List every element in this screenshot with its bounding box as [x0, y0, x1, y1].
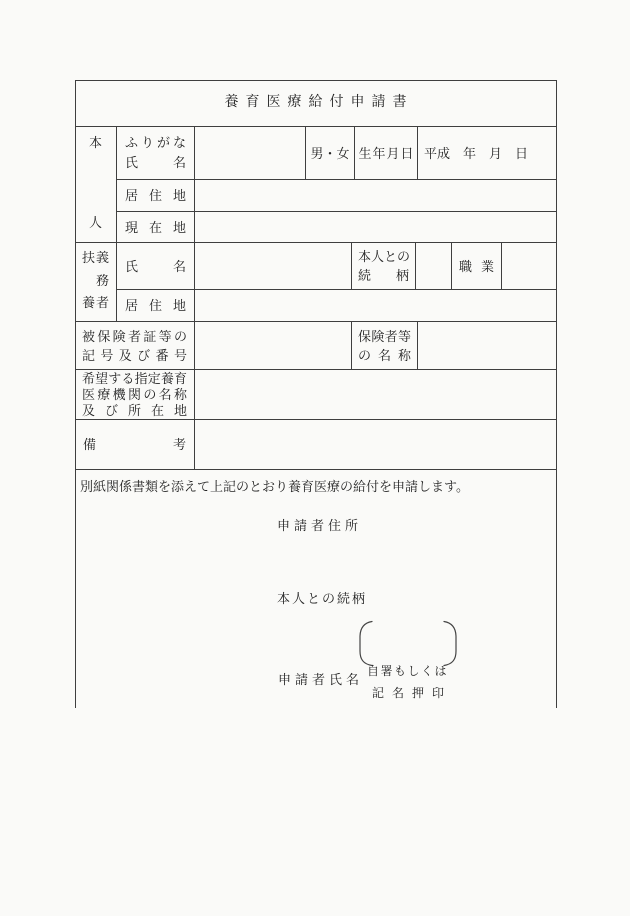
furigana-name-label	[117, 127, 195, 180]
remarks-label: 備 考	[75, 420, 195, 470]
furigana-label: ふ り が な	[125, 135, 186, 150]
facility-field[interactable]	[195, 370, 556, 420]
remarks-field[interactable]	[195, 420, 556, 470]
birthdate-field[interactable]: 平成 年 月 日	[418, 127, 556, 180]
insurance-number-field[interactable]	[195, 322, 352, 370]
sign-note-line2: 記名押印	[372, 686, 453, 700]
guardian-name-field[interactable]	[195, 243, 352, 290]
guardian-section-header: 扶 義 務 養 者	[75, 243, 117, 322]
person-section-header: 本 人	[75, 127, 117, 243]
applicant-address-label: 申請者住所	[277, 518, 363, 533]
current-address-label: 現 在 地	[117, 212, 195, 243]
signature-seal-bracket	[357, 620, 459, 667]
birthdate-label: 生年月日	[355, 127, 418, 180]
insurance-number-label: 被 保 険 者 証 等 の 記 号 及 び 番 号	[75, 322, 195, 370]
residence-field[interactable]	[195, 180, 556, 212]
applicant-relation-label: 本人との続柄	[277, 591, 368, 606]
residence-label: 居 住 地	[117, 180, 195, 212]
facility-label: 希 望 す る 指 定 養 育 医 療 機 関 の 名 称 及 び 所 在 地	[75, 370, 195, 420]
application-form	[75, 80, 557, 708]
form-title: 養育医療給付申請書	[75, 80, 556, 127]
sign-note-line1: 自署もしくは	[367, 664, 449, 678]
name-label: 氏 名	[125, 155, 186, 170]
current-address-field[interactable]	[195, 212, 556, 243]
guardian-name-label: 氏 名	[117, 243, 195, 290]
guardian-residence-label: 居 住 地	[117, 290, 195, 322]
occupation-field[interactable]	[502, 243, 556, 290]
insurer-name-label: 保 険 者 等 の 名 称	[352, 322, 418, 370]
form-border-right	[556, 80, 557, 708]
insurer-name-field[interactable]	[418, 322, 556, 370]
guardian-relation-label: 本 人 と の 続 柄	[352, 243, 416, 290]
applicant-name-label: 申請者氏名	[278, 672, 364, 687]
declaration-text: 別紙関係書類を添えて上記のとおり養育医療の給付を申請します。	[80, 479, 469, 494]
guardian-residence-field[interactable]	[195, 290, 556, 322]
guardian-relation-field[interactable]	[416, 243, 452, 290]
occupation-label: 職 業	[452, 243, 502, 290]
sex-selector[interactable]: 男・女	[306, 127, 355, 180]
name-field[interactable]	[195, 127, 306, 180]
